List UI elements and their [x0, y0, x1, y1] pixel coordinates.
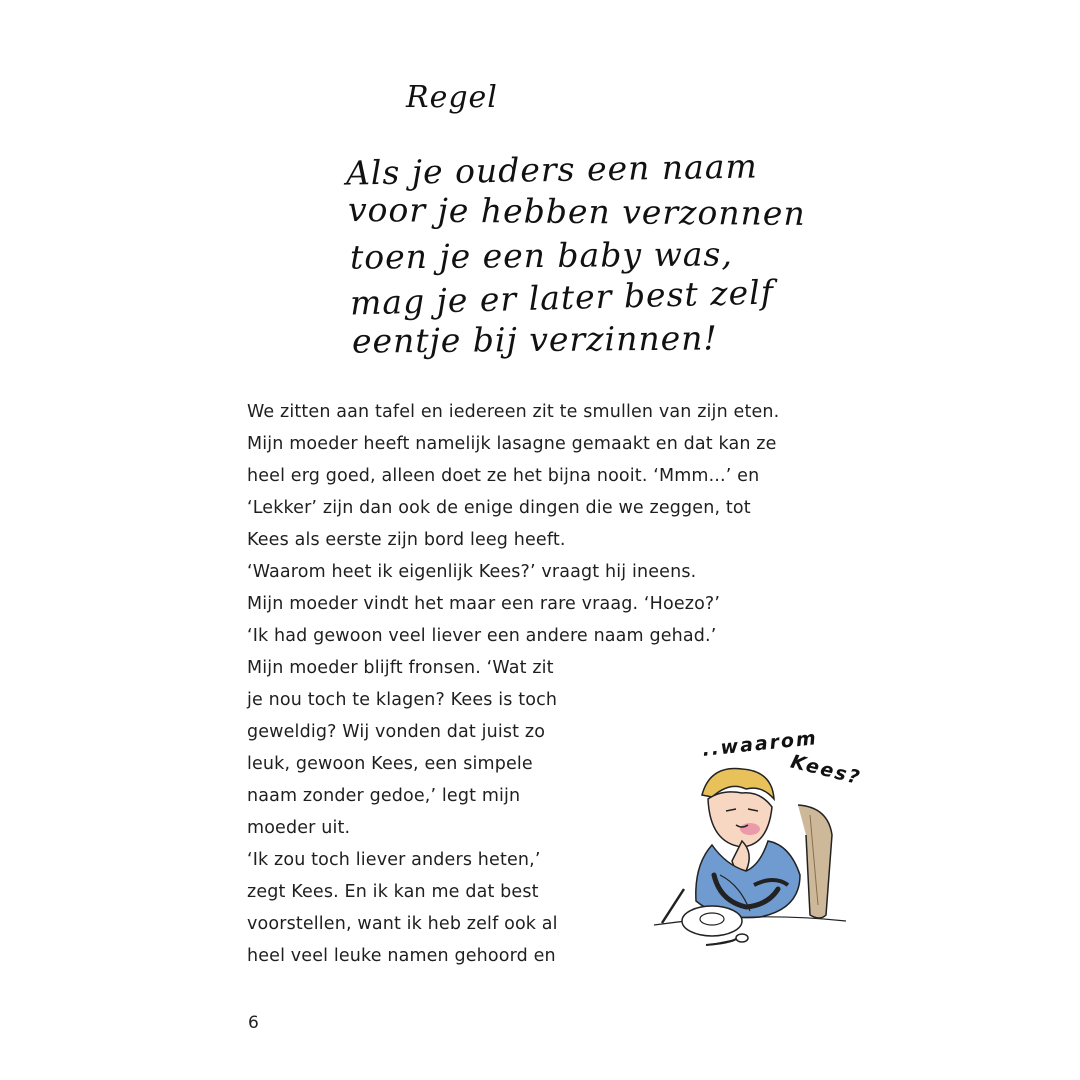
text-line: naam zonder gedoe,’ legt mijn	[247, 786, 521, 806]
text-line: Mijn moeder heeft namelijk lasagne gemaakt en dat kan ze	[247, 434, 777, 454]
rule-line: eentje bij verzinnen!	[351, 318, 718, 361]
text-line: ‘Waarom heet ik eigenlijk Kees?’ vraagt hij ineens.	[247, 562, 697, 582]
illustration-caption-1: ..waarom	[701, 727, 819, 761]
text-line: heel erg goed, alleen doet ze het bijna nooit. ‘Mmm...’ en	[247, 466, 760, 486]
text-line: heel veel leuke namen gehoord en	[247, 946, 556, 966]
text-line: leuk, gewoon Kees, een simpele	[247, 754, 533, 774]
text-line: We zitten aan tafel en iedereen zit te smullen van zijn eten.	[247, 402, 780, 422]
text-line: Mijn moeder vindt het maar een rare vraag. ‘Hoezo?’	[247, 594, 721, 614]
rule-title: Regel	[406, 80, 498, 115]
text-line: moeder uit.	[247, 818, 351, 838]
text-line: ‘Ik had gewoon veel liever een andere naam gehad.’	[247, 626, 717, 646]
text-line: geweldig? Wij vonden dat juist zo	[247, 722, 546, 742]
text-line: voorstellen, want ik heb zelf ook al	[247, 914, 558, 934]
rule-line: mag je er later best zelf	[349, 272, 775, 323]
text-line: ‘Ik zou toch liever anders heten,’	[247, 850, 541, 870]
rule-line: toen je een baby was,	[349, 234, 734, 277]
rule-line: voor je hebben verzonnen	[347, 190, 806, 233]
text-line: je nou toch te klagen? Kees is toch	[247, 690, 558, 710]
illustration-caption-2: Kees?	[788, 750, 864, 790]
boy-at-table-drawing	[650, 725, 850, 965]
text-line: Mijn moeder blijft fronsen. ‘Wat zit	[247, 658, 554, 678]
text-line: ‘Lekker’ zijn dan ook de enige dingen die we zeggen, tot	[247, 498, 751, 518]
rule-line: Als je ouders een naam	[345, 146, 759, 193]
text-line: zegt Kees. En ik kan me dat best	[247, 882, 539, 902]
text-line: Kees als eerste zijn bord leeg heeft.	[247, 530, 566, 550]
page-number: 6	[248, 1013, 259, 1033]
kees-illustration	[650, 725, 864, 965]
